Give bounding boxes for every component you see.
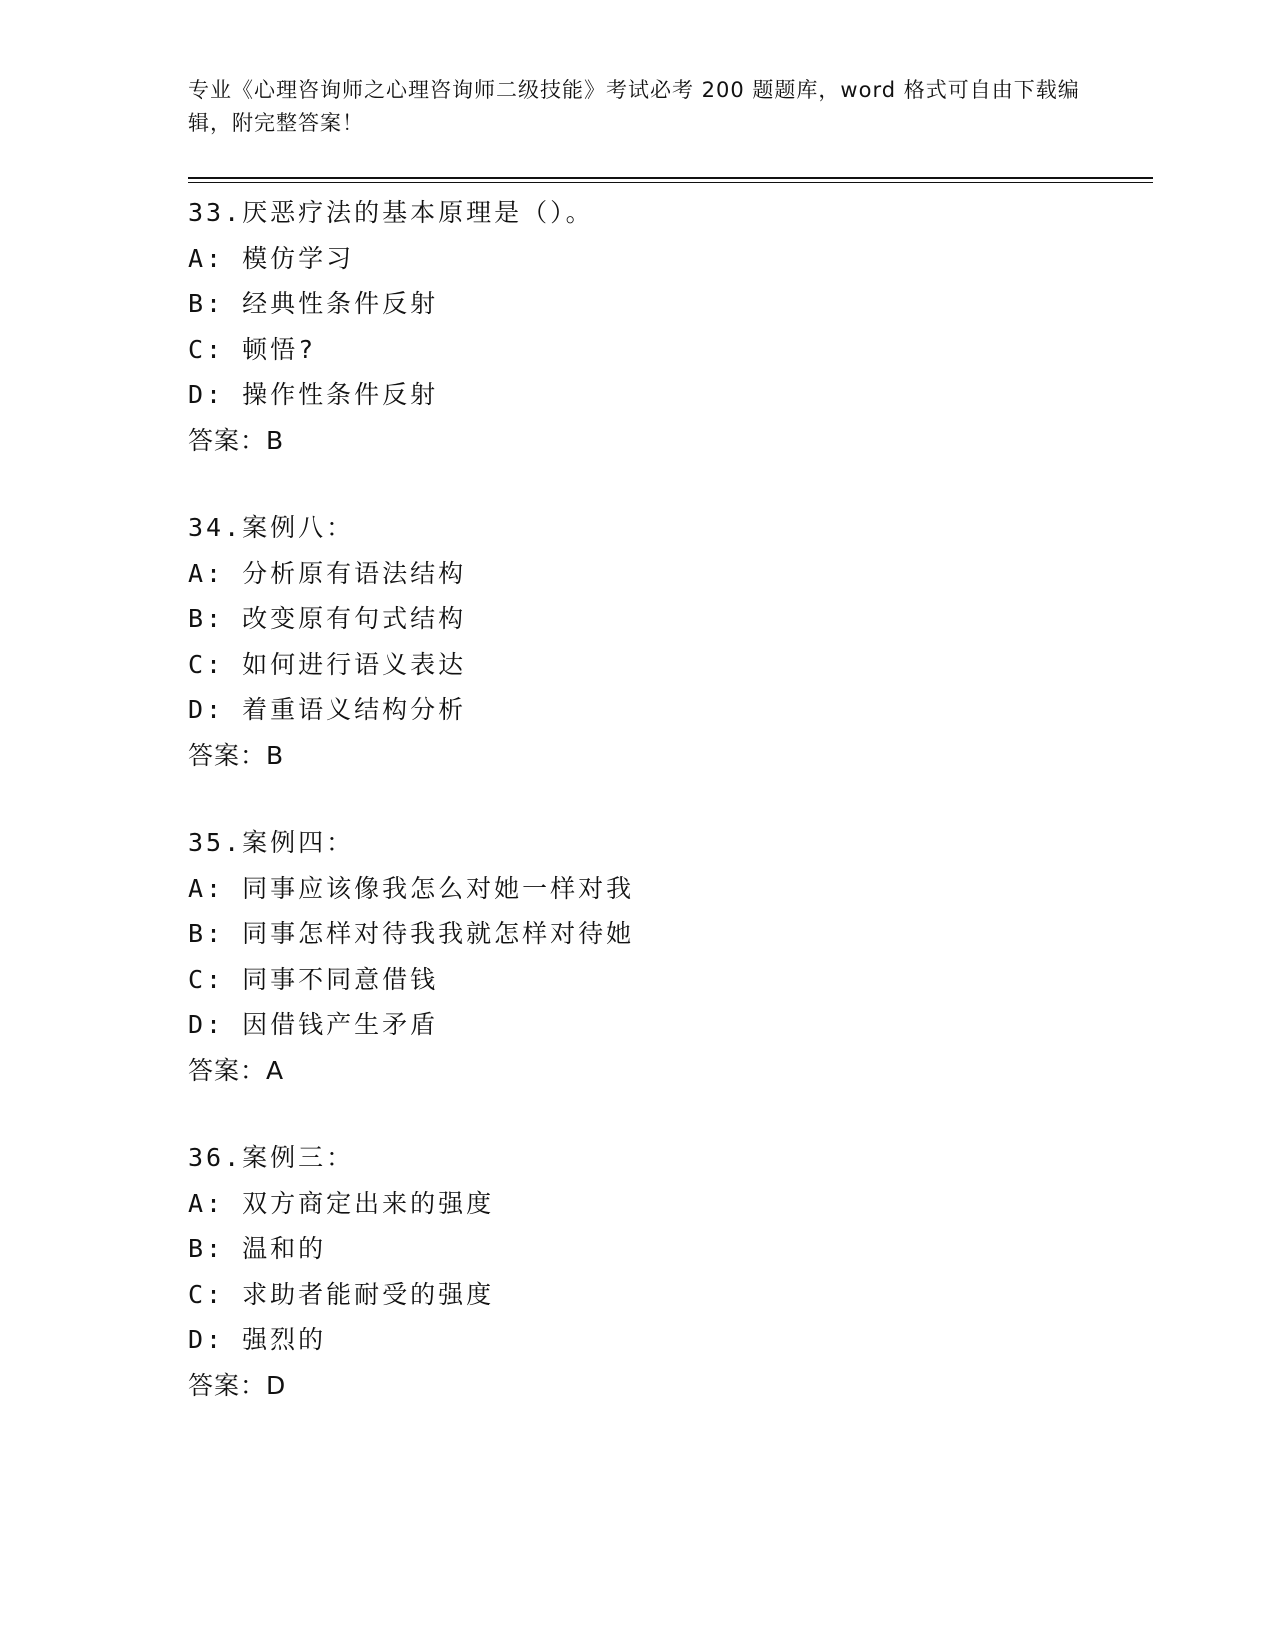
option-a: A: 双方商定出来的强度 — [188, 1188, 495, 1218]
answer: 答案：B — [188, 740, 285, 770]
option-d: D: 着重语义结构分析 — [188, 695, 467, 724]
option-d: D: 强烈的 — [188, 1325, 327, 1354]
answer: 答案：A — [188, 1055, 285, 1085]
option-a: A: 模仿学习 — [188, 243, 355, 273]
option-d: D: 操作性条件反射 — [188, 380, 439, 409]
option-b: B: 经典性条件反射 — [188, 289, 439, 318]
option-c: C: 求助者能耐受的强度 — [188, 1279, 495, 1309]
option-b: B: 改变原有句式结构 — [188, 604, 467, 633]
option-a: A: 同事应该像我怎么对她一样对我 — [188, 873, 635, 903]
option-c: C: 如何进行语义表达 — [188, 649, 467, 679]
question-35 — [188, 820, 1148, 1093]
question-list — [188, 190, 1148, 1450]
option-c: C: 顿悟? — [188, 334, 317, 364]
question-stem: 33.厌恶疗法的基本原理是（）。 — [188, 198, 594, 227]
option-d: D: 因借钱产生矛盾 — [188, 1010, 439, 1039]
option-c: C: 同事不同意借钱 — [188, 964, 439, 994]
answer: 答案：B — [188, 425, 285, 455]
question-36 — [188, 1135, 1148, 1408]
question-stem: 36.案例三： — [188, 1143, 355, 1172]
option-b: B: 同事怎样对待我我就怎样对待她 — [188, 919, 635, 948]
question-stem: 35.案例四： — [188, 828, 355, 857]
question-stem: 34.案例八： — [188, 513, 355, 542]
question-33 — [188, 190, 1148, 463]
answer: 答案：D — [188, 1370, 287, 1400]
document-header: 专业《心理咨询师之心理咨询师二级技能》考试必考 200 题题库，word 格式可自由下载编辑，附完整答案！ — [188, 78, 1080, 135]
option-b: B: 温和的 — [188, 1234, 327, 1263]
option-a: A: 分析原有语法结构 — [188, 558, 467, 588]
question-34 — [188, 505, 1148, 778]
header-rule-thin — [188, 182, 1153, 183]
header-rule-thick — [188, 177, 1153, 179]
